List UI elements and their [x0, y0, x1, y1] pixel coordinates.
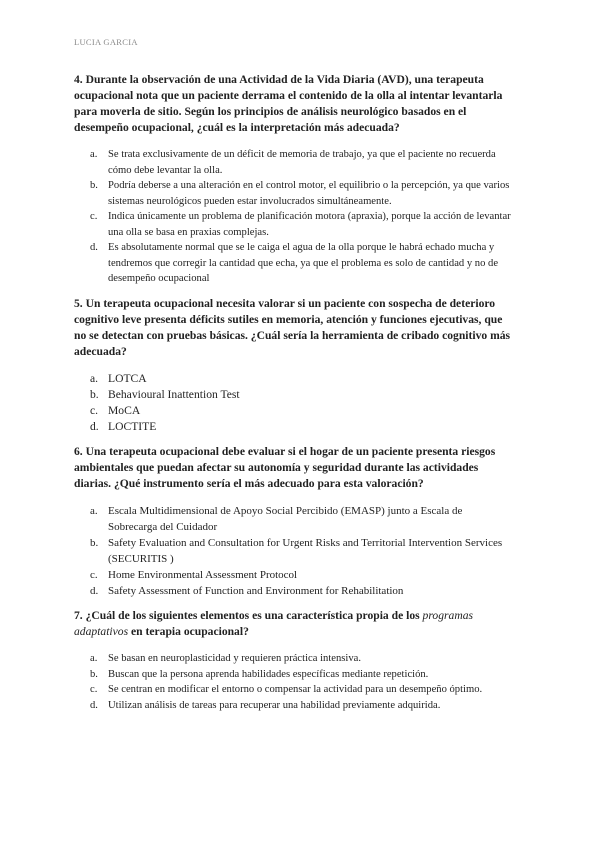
prompt-part: 7. ¿Cuál de los siguientes elementos es una característica propia de los — [74, 609, 423, 623]
option-text: Se trata exclusivamente de un déficit de memoria de trabajo, ya que el paciente no recuerda cómo debe levantar la olla. — [108, 149, 496, 176]
option-text: LOTCA — [108, 371, 147, 385]
option-7c — [74, 682, 514, 698]
option-marker: b. — [90, 180, 98, 191]
question-4 — [74, 72, 514, 287]
option-5a — [74, 371, 514, 387]
option-6a — [74, 503, 514, 535]
option-text: Behavioural Inattention Test — [108, 387, 240, 401]
option-7b — [74, 667, 514, 683]
question-7 — [74, 608, 514, 713]
option-5c — [74, 403, 514, 419]
option-marker: d. — [90, 242, 98, 253]
question-4-prompt: 4. Durante la observación de una Actividad de la Vida Diaria (AVD), una terapeuta ocupacional nota que un paciente derrama el contenido de la olla al intentar levantarla para moverla de sitio. Según los principios de análisis neurológico basados en el desempeño ocupacional, ¿cuál es la interpretación más adecuada? — [74, 73, 503, 134]
option-text: Podría deberse a una alteración en el control motor, el equilibrio o la percepción, ya que varios sistemas neurológicos pueden estar involucrados simultáneamente. — [108, 180, 510, 207]
option-6c — [74, 567, 514, 583]
option-6b — [74, 535, 514, 567]
option-text: Escala Multidimensional de Apoyo Social Percibido (EMASP) junto a Escala de Sobrecarga del Cuidador — [108, 505, 463, 534]
document-body — [74, 72, 514, 722]
option-text: Se basan en neuroplasticidad y requieren práctica intensiva. — [108, 653, 361, 665]
option-marker: c. — [90, 569, 98, 582]
option-4d — [74, 240, 514, 287]
option-text: Safety Evaluation and Consultation for Urgent Risks and Territorial Intervention Services (SECURITIS ) — [108, 537, 503, 566]
option-text: MoCA — [108, 403, 141, 417]
option-5b — [74, 387, 514, 403]
option-text: Utilizan análisis de tareas para recuperar una habilidad previamente adquirida. — [108, 699, 441, 711]
option-text: Indica únicamente un problema de planificación motora (apraxia), porque la acción de levantar una olla se basa en praxias complejas. — [108, 211, 511, 238]
option-text: Buscan que la persona aprenda habilidades específicas mediante repetición. — [108, 668, 429, 680]
option-text: Home Environmental Assessment Protocol — [108, 569, 298, 582]
option-marker: a. — [90, 653, 98, 665]
prompt-part: en terapia ocupacional? — [128, 625, 249, 639]
question-6-prompt: 6. Una terapeuta ocupacional debe evaluar si el hogar de un paciente presenta riesgos ambientales que puedan afectar su autonomía y seguridad durante las actividades diarias. ¿Qué instrumento sería el más adecuado para esta valoración? — [74, 445, 496, 491]
option-marker: c. — [90, 211, 98, 222]
option-text: Se centran en modificar el entorno o compensar la actividad para un desempeño óptimo. — [108, 684, 483, 696]
option-marker: b. — [90, 537, 99, 550]
option-text: LOCTITE — [108, 420, 157, 434]
option-4c — [74, 209, 514, 240]
question-6-options — [74, 503, 514, 599]
option-marker: d. — [90, 585, 99, 598]
option-marker: d. — [90, 699, 98, 711]
question-4-options — [74, 147, 514, 287]
option-7d — [74, 698, 514, 714]
author-header: LUCIA GARCIA — [74, 37, 138, 47]
question-6 — [74, 444, 514, 599]
option-4a — [74, 147, 514, 178]
question-7-options — [74, 651, 514, 713]
question-5-prompt: 5. Un terapeuta ocupacional necesita valorar si un paciente con sospecha de deterioro cognitivo leve presenta déficits sutiles en memoria, atención y funciones ejecutivas, que no se detectan con pruebas básicas. ¿Cuál sería la herramienta de cribado cognitivo más adecuada? — [74, 296, 511, 358]
option-text: Es absolutamente normal que se le caiga el agua de la olla porque le habrá echado mucha y tendremos que corregir la cantidad que echa, ya que el problema es solo de cantidad y no de desempeño ocupacional — [108, 242, 499, 284]
option-marker: c. — [90, 403, 99, 417]
option-text: Safety Assessment of Function and Environment for Rehabilitation — [108, 585, 404, 598]
option-4b — [74, 178, 514, 209]
option-marker: c. — [90, 684, 98, 696]
option-marker: b. — [90, 387, 99, 401]
option-marker: a. — [90, 149, 98, 160]
option-5d — [74, 419, 514, 435]
option-marker: b. — [90, 668, 98, 680]
question-7-prompt — [74, 608, 514, 640]
question-5-options — [74, 371, 514, 436]
option-6d — [74, 583, 514, 599]
option-marker: a. — [90, 371, 99, 385]
option-marker: d. — [90, 420, 99, 434]
prompt-italic-term: programas adaptativos — [74, 609, 474, 639]
option-7a — [74, 651, 514, 667]
question-5 — [74, 296, 514, 436]
option-marker: a. — [90, 505, 98, 518]
